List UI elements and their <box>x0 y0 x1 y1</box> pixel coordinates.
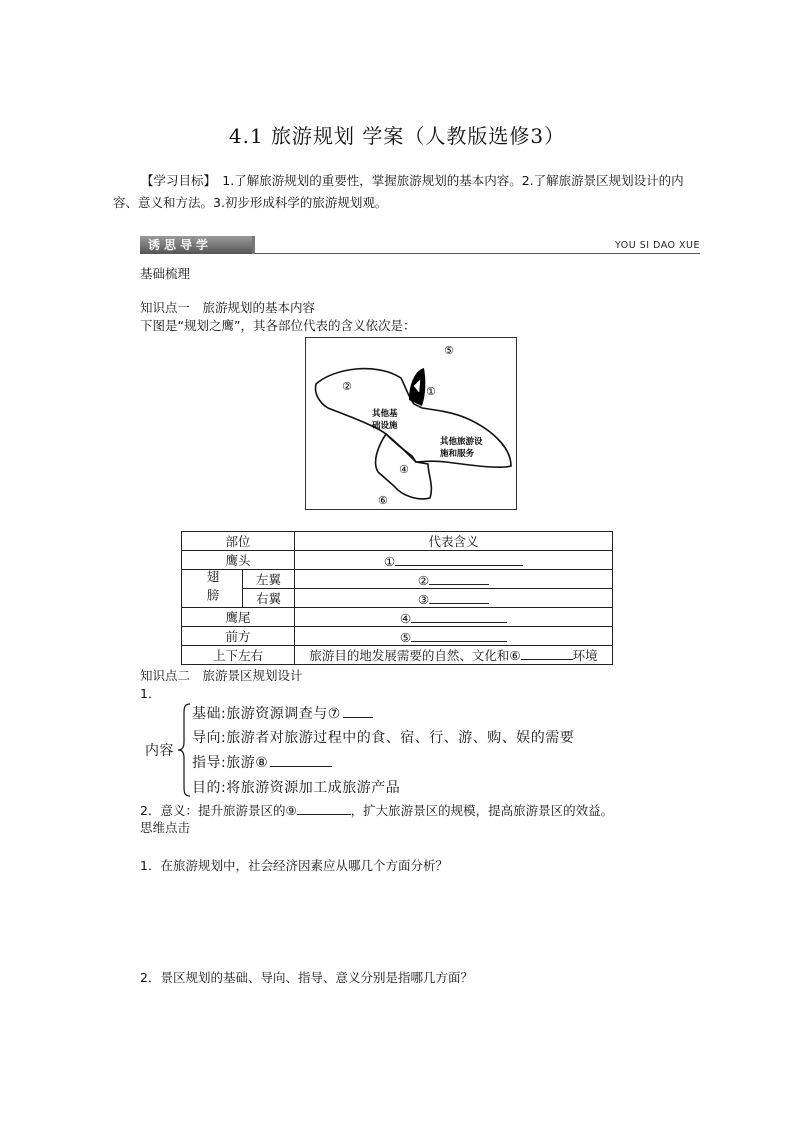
table-cell-meaning: ③ <box>295 589 613 608</box>
table-cell-part: 前方 <box>182 627 295 646</box>
section-banner <box>140 230 700 258</box>
objectives-text: 1.了解旅游规划的重要性，掌握旅游规划的基本内容。2.了解旅游景区规划设计的内容、意义和方法。3.初步形成科学的旅游规划观。 <box>113 173 684 210</box>
point2-item1: 1． <box>140 686 161 701</box>
table-header-row <box>182 532 613 551</box>
thinking-heading: 思维点击 <box>140 820 191 835</box>
content-label: 内容 <box>145 743 174 759</box>
content-line-basis: 基础:旅游资源调查与⑦ <box>192 703 373 723</box>
table-cell-part: 左翼 <box>243 570 295 589</box>
point1-intro: 下图是“规划之鹰”，其各部位代表的含义依次是： <box>140 318 416 333</box>
figure-label-6: ⑥ <box>378 494 388 507</box>
table-cell-part: 鹰尾 <box>182 608 295 627</box>
content-brace <box>176 702 192 798</box>
table-head-part: 部位 <box>182 532 295 551</box>
question-1: 1．在旅游规划中，社会经济因素应从哪几个方面分析？ <box>140 858 448 873</box>
question-2: 2．景区规划的基础、导向、指导、意义分别是指哪几方面？ <box>140 970 473 985</box>
table-cell-meaning: ④ <box>295 608 613 627</box>
figure-label-4: ④ <box>399 463 409 476</box>
table-row <box>182 551 613 570</box>
figure-infra-line2: 础设施 <box>372 421 398 431</box>
figure-tour-line1: 其他旅游设 <box>440 437 483 447</box>
banner-tag: 诱思导学 <box>140 236 252 254</box>
content-line-purpose: 目的:将旅游资源加工成旅游产品 <box>192 780 401 796</box>
page-title: 4.1 旅游规划 学案（人教版选修3） <box>228 124 566 148</box>
table-row <box>182 570 613 589</box>
table-cell-part: 上下左右 <box>182 646 295 665</box>
learning-objectives <box>113 170 698 214</box>
table-cell-part: 右翼 <box>243 589 295 608</box>
figure-infra-line1: 其他基 <box>372 409 398 419</box>
figure-label-2: ② <box>342 380 352 393</box>
banner-divider <box>252 236 255 254</box>
banner-english: YOU SI DAO XUE <box>614 240 700 251</box>
figure-label-1: ① <box>426 385 436 398</box>
figure-label-5: ⑤ <box>444 344 454 357</box>
content-line-guide: 导向:旅游者对旅游过程中的食、宿、行、游、购、娱的需要 <box>192 730 575 746</box>
banner-rule <box>255 253 700 254</box>
table-cell-meaning: 旅游目的地发展需要的自然、文化和⑥ 环境 <box>295 646 613 665</box>
table-cell-meaning: ① <box>295 551 613 570</box>
table-cell-group: 翅膀 <box>182 570 243 608</box>
table-cell-meaning: ② <box>295 570 613 589</box>
section-basic: 基础梳理 <box>140 266 191 281</box>
eagle-drawing <box>306 338 518 511</box>
table-cell-part: 鹰头 <box>182 551 295 570</box>
table-row <box>182 646 613 665</box>
objectives-label: 【学习目标】 <box>141 173 210 188</box>
figure-tour-line2: 施和服务 <box>440 449 475 459</box>
point2-heading: 知识点二 旅游景区规划设计 <box>140 668 303 683</box>
eagle-figure <box>305 337 517 510</box>
table-cell-meaning: ⑤ <box>295 627 613 646</box>
table-row <box>182 608 613 627</box>
point1-heading: 知识点一 旅游规划的基本内容 <box>140 300 316 315</box>
point2-item2: 2．意义：提升旅游景区的⑨ ，扩大旅游景区的规模，提高旅游景区的效益。 <box>140 803 614 818</box>
content-line-direction: 指导:旅游⑧ <box>192 752 332 772</box>
table-head-meaning: 代表含义 <box>295 532 613 551</box>
eagle-table <box>181 531 613 665</box>
table-row <box>182 589 613 608</box>
table-row <box>182 627 613 646</box>
